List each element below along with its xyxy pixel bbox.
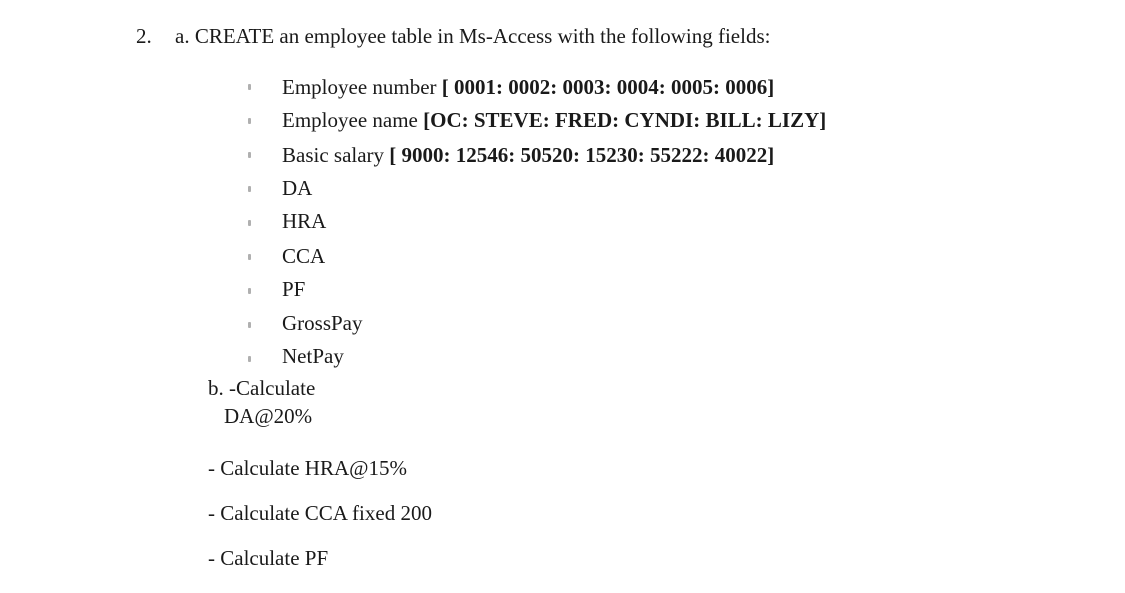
question-part-b-heading: b. -Calculate bbox=[208, 376, 316, 400]
field-item-basic-salary bbox=[282, 142, 774, 168]
list-bullet bbox=[248, 356, 251, 362]
field-item-hra: HRA bbox=[282, 209, 327, 233]
list-bullet bbox=[248, 118, 251, 124]
calculation-pf: - Calculate PF bbox=[208, 546, 329, 570]
field-item-grosspay: GrossPay bbox=[282, 311, 363, 335]
list-bullet bbox=[248, 322, 251, 328]
field-label: Basic salary bbox=[282, 143, 390, 167]
list-bullet bbox=[248, 254, 251, 260]
field-item-netpay: NetPay bbox=[282, 344, 344, 368]
field-item-pf: PF bbox=[282, 277, 306, 301]
field-item-employee-name bbox=[282, 107, 826, 133]
list-bullet bbox=[248, 84, 251, 90]
field-values: [ 9000: 12546: 50520: 15230: 55222: 40022] bbox=[389, 143, 775, 167]
field-item-da: DA bbox=[282, 176, 313, 200]
list-bullet bbox=[248, 152, 251, 158]
field-item-employee-number bbox=[282, 74, 774, 100]
field-values: [ 0001: 0002: 0003: 0004: 0005: 0006] bbox=[441, 75, 775, 99]
question-number: 2. bbox=[136, 24, 152, 48]
field-label: Employee number bbox=[282, 75, 442, 99]
list-bullet bbox=[248, 288, 251, 294]
calculation-hra: - Calculate HRA@15% bbox=[208, 456, 407, 480]
field-item-cca: CCA bbox=[282, 244, 326, 268]
calculation-cca: - Calculate CCA fixed 200 bbox=[208, 501, 432, 525]
field-label: Employee name bbox=[282, 108, 424, 132]
list-bullet bbox=[248, 220, 251, 226]
list-bullet bbox=[248, 186, 251, 192]
field-values: [OC: STEVE: FRED: CYNDI: BILL: LIZY] bbox=[423, 108, 827, 132]
question-part-a-instruction: a. CREATE an employee table in Ms-Access with the following fields: bbox=[175, 24, 771, 48]
calculation-da: DA@20% bbox=[224, 404, 313, 428]
